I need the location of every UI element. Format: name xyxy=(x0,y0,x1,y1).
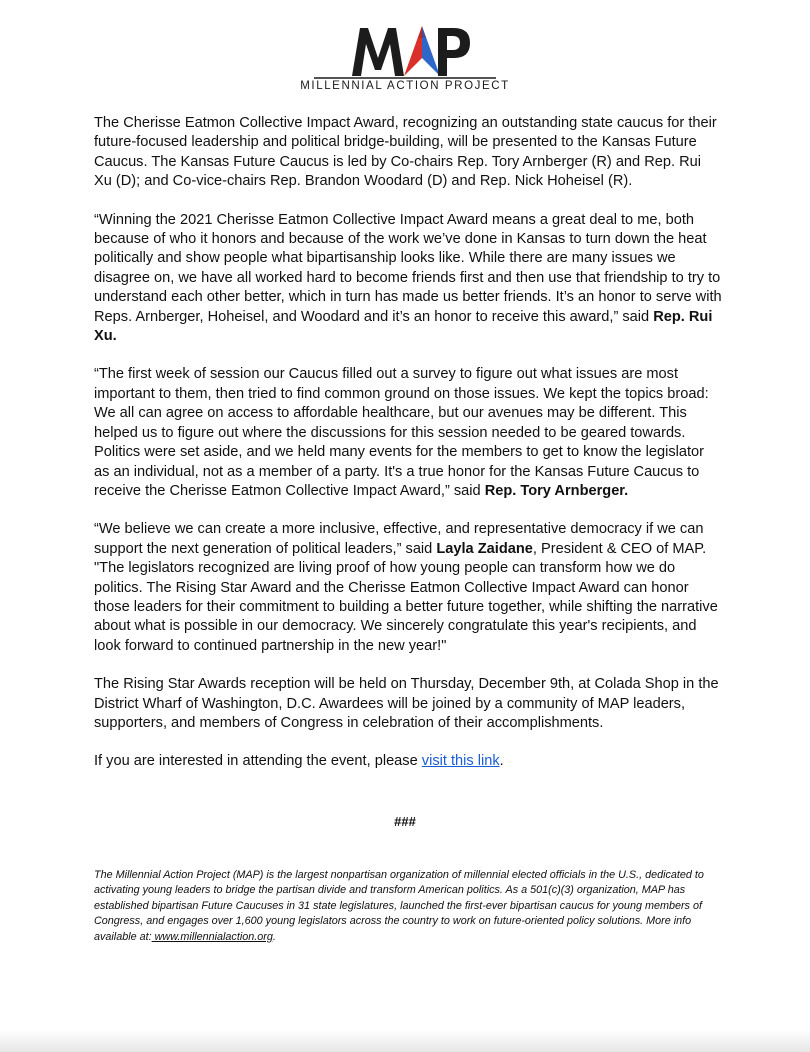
paragraph-quote-zaidane xyxy=(94,520,722,656)
end-marker: ### xyxy=(394,814,416,829)
org-name: MILLENNIAL ACTION PROJECT xyxy=(300,80,510,92)
paragraph-award: The Cherisse Eatmon Collective Impact Award, recognizing an outstanding state caucus for their future-focused leadership and political bridge-building, will be presented to the Kansas Future Caucus. The Kansas Future Caucus is led by Co-chairs Rep. Tory Arnberger (R) and Rep. Rui Xu (D); and Co-vice-chairs Rep. Brandon Woodard (D) and Rep. Nick Hoheisel (R). xyxy=(94,115,717,190)
attend-text: If you are interested in attending the event, please xyxy=(94,753,422,770)
about-end: . xyxy=(272,930,276,943)
speaker-name: Layla Zaidane xyxy=(436,540,533,557)
page-bottom-shadow xyxy=(0,1030,810,1052)
paragraph-reception: The Rising Star Awards reception will be held on Thursday, December 9th, at Colada Shop in the District Wharf of Washington, D.C. Awardees will be joined by a community of MAP leaders, supporters, and members of Congress in celebration of their accomplishments. xyxy=(94,676,719,731)
visit-link[interactable]: visit this link xyxy=(421,753,500,770)
about-text: The Millennial Action Project (MAP) is the largest nonpartisan organization of millennial elected officials in the U.S., dedicated to activating young leaders to bridge the partisan divide and transform American politics. As a 501(c)(3) organization, MAP has established bipartisan Future Caucuses in 31 state legislatures, launched the first-ever bipartisan caucus for young members of Congress, and engages over 1,600 young legislators across the country to work on future-oriented policy solutions. More info available at: xyxy=(94,869,704,943)
quote-text: , President & CEO of MAP. "The legislators recognized are living proof of how young people can transform how we do politics. The Rising Star Award and the Cherisse Eatmon Collective Impact Award can honor those leaders for their commitment to building a better future together, while shifting the narrative about what is possible in our democracy. We sincerely congratulate this year's recipients, and look forward to continued partnership in the new year!" xyxy=(94,540,718,654)
paragraph-quote-arnberger xyxy=(94,365,722,501)
quote-text: “The first week of session our Caucus filled out a survey to figure out what issues are most important to them, then tried to find common ground on those issues. We kept the topics broad: We all can agree on access to affordable healthcare, but our avenues may be different. This helped us to figure out where the discussions for this session needed to be geared towards. Politics were set aside, and we held many events for the members to get to know the legislator as an individual, not as a member of a party. It's a true honor for the Kansas Future Caucus to receive the Cherisse Eatmon Collective Impact Award,” said xyxy=(94,366,709,499)
quote-text: “We believe we can create a more inclusive, effective, and representative democracy if we can support the next generation of political leaders,” said xyxy=(94,521,704,557)
map-logo-mark xyxy=(300,20,510,82)
speaker-name: Rep. Tory Arnberger. xyxy=(484,482,629,499)
speaker-name: Rep. Rui Xu. xyxy=(94,308,713,345)
paragraph-attend xyxy=(94,752,722,771)
website-link[interactable]: www.millennialaction.org xyxy=(151,930,273,943)
about-boilerplate xyxy=(94,868,720,945)
quote-text: “Winning the 2021 Cherisse Eatmon Collective Impact Award means a great deal to me, both because of who it honors and because of the work we’ve done in Kansas to turn down the heat politically and show people what bipartisanship looks like. While there are many issues we disagree on, we have all worked hard to become friends first and then use that friendship to try to understand each other better, which in turn has made us better friends. It’s an honor to serve with Reps. Arnberger, Hoheisel, and Woodard and it’s an honor to receive this award,” said xyxy=(94,211,722,325)
attend-end: . xyxy=(499,753,504,770)
paragraph-quote-xu xyxy=(94,211,722,347)
press-release-body xyxy=(94,114,722,791)
